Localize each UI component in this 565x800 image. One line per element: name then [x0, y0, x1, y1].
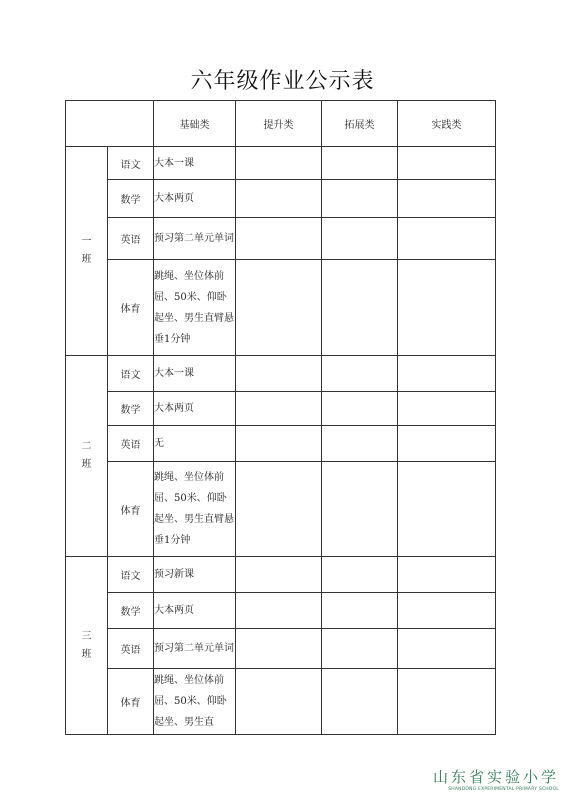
basic-task-cell: 大本两页 [154, 392, 236, 426]
empty-cell [398, 426, 496, 462]
header-row [66, 101, 496, 147]
empty-cell [322, 218, 398, 260]
table-row [66, 593, 496, 629]
basic-task-cell: 预习第二单元单词 [154, 629, 236, 669]
subject-cell: 英语 [108, 218, 154, 260]
empty-cell [236, 593, 322, 629]
empty-cell [322, 356, 398, 392]
header-cell-practice: 实践类 [398, 101, 496, 147]
empty-cell [236, 392, 322, 426]
subject-cell: 语文 [108, 147, 154, 180]
header-cell-extension: 拓展类 [322, 101, 398, 147]
table-row [66, 462, 496, 557]
basic-task-cell: 大本一课 [154, 147, 236, 180]
subject-cell: 数学 [108, 392, 154, 426]
class-name-char: 班 [81, 648, 92, 660]
subject-cell: 英语 [108, 629, 154, 669]
subject-cell: 体育 [108, 260, 154, 356]
empty-cell [322, 392, 398, 426]
basic-task-cell: 预习第二单元单词 [154, 218, 236, 260]
school-logo-name: 山东省实验小学 [432, 768, 559, 786]
basic-task-cell: 跳绳、坐位体前屈、50米、仰卧起坐、男生直臂悬垂1分钟 [154, 260, 236, 356]
class-cell [66, 557, 108, 735]
header-cell-corner [66, 101, 154, 147]
empty-cell [322, 462, 398, 557]
school-logo-english: SHANDONG EXPERIMENTAL PRIMARY SCHOOL [448, 787, 559, 792]
empty-cell [398, 462, 496, 557]
subject-cell: 数学 [108, 593, 154, 629]
empty-cell [236, 147, 322, 180]
empty-cell [322, 669, 398, 735]
subject-cell: 数学 [108, 180, 154, 218]
table-row [66, 356, 496, 392]
empty-cell [236, 218, 322, 260]
empty-cell [322, 593, 398, 629]
school-logo [433, 766, 559, 792]
basic-task-cell: 大本两页 [154, 180, 236, 218]
empty-cell [398, 218, 496, 260]
header-cell-advanced: 提升类 [236, 101, 322, 147]
empty-cell [236, 669, 322, 735]
empty-cell [236, 260, 322, 356]
class-name-char: 一 [81, 236, 92, 247]
empty-cell [236, 356, 322, 392]
class-name-char: 班 [81, 459, 92, 470]
empty-cell [398, 180, 496, 218]
table-row [66, 260, 496, 356]
empty-cell [398, 147, 496, 180]
table-row [66, 180, 496, 218]
subject-cell: 语文 [108, 356, 154, 392]
table-row [66, 218, 496, 260]
empty-cell [322, 426, 398, 462]
empty-cell [236, 180, 322, 218]
empty-cell [236, 629, 322, 669]
empty-cell [322, 147, 398, 180]
class-cell [66, 356, 108, 557]
class-name-char: 三 [81, 630, 92, 642]
empty-cell [322, 557, 398, 593]
empty-cell [236, 557, 322, 593]
class-name-char: 班 [81, 254, 92, 265]
subject-cell: 体育 [108, 462, 154, 557]
page-title: 六年级作业公示表 [190, 69, 375, 94]
empty-cell [236, 462, 322, 557]
table-row [66, 392, 496, 426]
basic-task-cell: 无 [154, 426, 236, 462]
empty-cell [236, 426, 322, 462]
subject-cell: 语文 [108, 557, 154, 593]
empty-cell [398, 392, 496, 426]
empty-cell [398, 669, 496, 735]
empty-cell [398, 593, 496, 629]
class-name-char: 二 [81, 441, 92, 452]
homework-table [65, 100, 496, 735]
subject-cell: 体育 [108, 669, 154, 735]
empty-cell [398, 557, 496, 593]
basic-task-cell: 大本两页 [154, 593, 236, 629]
empty-cell [398, 260, 496, 356]
empty-cell [398, 629, 496, 669]
empty-cell [322, 180, 398, 218]
table-row [66, 147, 496, 180]
empty-cell [398, 356, 496, 392]
basic-task-cell: 跳绳、坐位体前屈、50米、仰卧起坐、男生直臂悬垂1分钟 [154, 462, 236, 557]
table-row [66, 426, 496, 462]
basic-task-cell: 大本一课 [154, 356, 236, 392]
subject-cell: 英语 [108, 426, 154, 462]
header-cell-basic: 基础类 [154, 101, 236, 147]
table-row [66, 669, 496, 735]
basic-task-cell: 预习新课 [154, 557, 236, 593]
empty-cell [322, 629, 398, 669]
class-cell [66, 147, 108, 356]
empty-cell [322, 260, 398, 356]
basic-task-cell: 跳绳、坐位体前屈、50米、仰卧起坐、男生直 [154, 669, 236, 735]
table-row [66, 557, 496, 593]
table-row [66, 629, 496, 669]
